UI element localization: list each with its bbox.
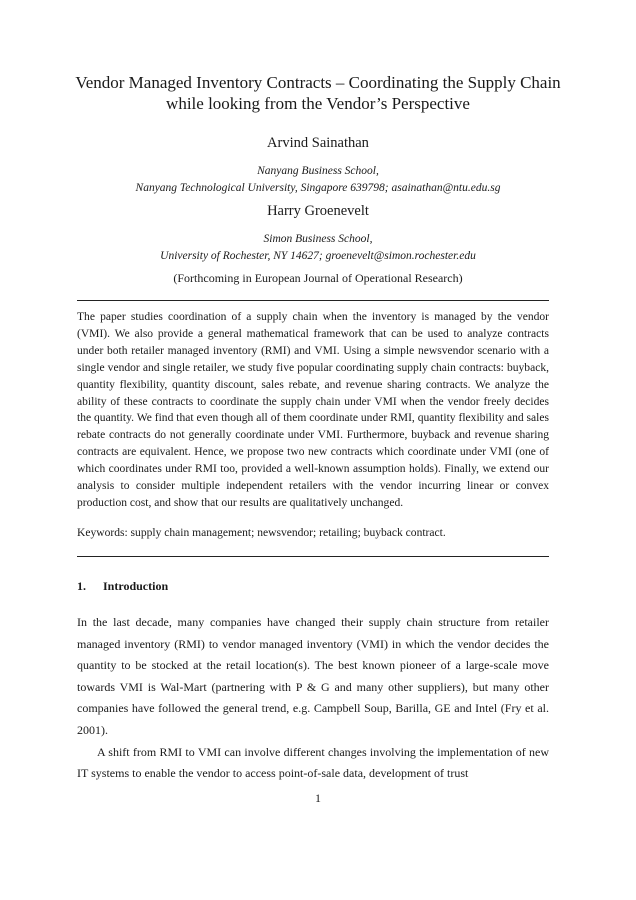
paper-title: Vendor Managed Inventory Contracts – Coordinating the Supply Chain while looking from the Vendor’s Perspective xyxy=(75,73,561,113)
body-paragraph: A shift from RMI to VMI can involve different changes involving the implementation of new IT systems to enable the vendor to access point-of-sale data, development of trust xyxy=(77,744,549,781)
section-title: Introduction xyxy=(103,579,169,593)
affiliation-line: University of Rochester, NY 14627; groenevelt@simon.rochester.edu xyxy=(160,250,476,262)
affiliation-line: Nanyang Business School, xyxy=(257,165,379,177)
publication-note: (Forthcoming in European Journal of Operational Research) xyxy=(173,271,463,285)
author-name-1: Arvind Sainathan xyxy=(267,135,369,151)
section-heading xyxy=(77,579,168,594)
abstract-top-rule xyxy=(77,300,549,301)
author-name-2: Harry Groenevelt xyxy=(267,203,369,219)
abstract-text: The paper studies coordination of a supply chain when the inventory is managed by the vendor (VMI). We also provide a general mathematical framework that can be used to analyze contracts under both retailer managed inventory (RMI) and VMI. Using a simple newsvendor scenario with a single vendor and single retailer, we study five popular coordinating supply chain contracts: buyback, quantity flexibility, quantity discount, sales rebate, and revenue sharing contracts. We analyze the ability of these contracts to coordinate the supply chain under VMI when the vendor freely decides the quantity. We find that even though all of them coordinate under RMI, quantity flexibility and sales rebate contracts do not generally coordinate under VMI. Furthermore, buyback and revenue sharing contracts are equivalent. Hence, we propose two new contracts which coordinate under VMI (one of which coordinates under RMI too, provided a well-known assumption holds). Finally, we extend our analysis to consider multiple independent retailers with the vendor incurring linear or convex production cost, and show that our results are qualitatively unchanged. xyxy=(77,311,549,509)
body-paragraph: In the last decade, many companies have changed their supply chain structure from retailer managed inventory (RMI) to vendor managed inventory (VMI) in which the vendor decides the quantity to be stocked at the retail location(s). The best known pioneer of a large-scale move towards VMI is Wal-Mart (partnering with P & G and many other suppliers), but many other companies have followed the general trend, e.g. Campbell Soup, Barilla, GE and Intel (Fry et al. 2001). xyxy=(77,615,549,737)
section-body xyxy=(77,612,549,785)
section-number: 1. xyxy=(77,579,86,593)
abstract-bottom-rule xyxy=(77,556,549,557)
affiliation-line: Nanyang Technological University, Singapore 639798; asainathan@ntu.edu.sg xyxy=(135,182,501,194)
author-affiliation-2 xyxy=(60,231,576,265)
keywords: Keywords: supply chain management; newsvendor; retailing; buyback contract. xyxy=(77,527,446,539)
author-affiliation-1 xyxy=(60,163,576,197)
affiliation-line: Simon Business School, xyxy=(263,233,373,245)
page-number: 1 xyxy=(315,791,321,805)
